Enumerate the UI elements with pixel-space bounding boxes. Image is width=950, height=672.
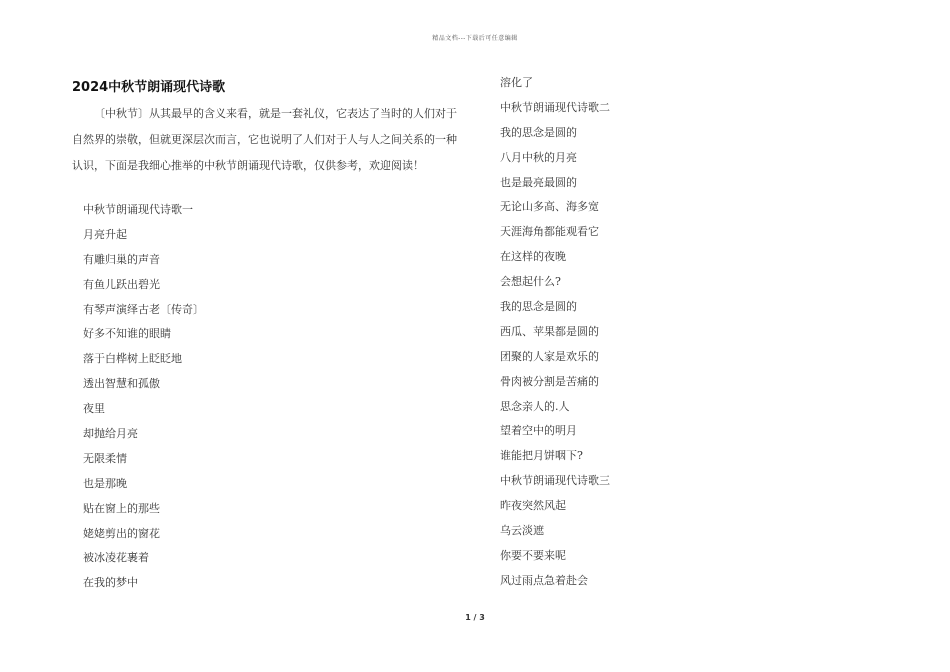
poem-line: 望着空中的明月 [500,424,577,438]
poem-line: 风过雨点急着赴会 [500,573,588,587]
poem-line: 天涯海角都能观看它 [500,225,599,239]
document-title: 2024中秋节朗诵现代诗歌 [72,80,226,95]
intro-text: 〔中秋节〕从其最早的含义来看，就是一套礼仪，它表达了当时的人们对于自然界的崇敬，但就更深层次而言，它也说明了人们对于人与人之间关系的一种认识，下面是我细心推举的中秋节朗诵现代诗歌，仅供参考，欢迎阅读！ [72,107,457,172]
poem-line: 西瓜、苹果都是圆的 [500,324,599,338]
poem-line: 贴在窗上的那些 [83,501,160,515]
poem-line: 在我的梦中 [83,576,138,590]
poem-line: 溶化了 [500,76,533,89]
poem-line: 谁能把月饼咽下? [500,449,583,463]
poem-line: 被冰凌花裹着 [83,551,149,565]
poem-column-right [500,71,610,594]
poem-line: 月亮升起 [83,227,127,241]
page-number: 1 / 3 [465,613,485,622]
poem-line: 中秋节朗诵现代诗歌一 [83,203,193,216]
poem-line: 你要不要来呢 [500,548,566,562]
poem-line: 思念亲人的.人 [500,399,570,413]
poem-line: 中秋节朗诵现代诗歌二 [500,100,610,114]
poem-column-left [83,198,204,596]
poem-line: 乌云淡遮 [500,524,544,538]
poem-line: 在这样的夜晚 [500,250,566,264]
poem-line: 有鱼儿跃出碧光 [83,277,160,291]
poem-line: 我的思念是圆的 [500,125,577,139]
poem-line: 也是最亮最圆的 [500,175,577,189]
poem-line: 姥姥剪出的窗花 [83,526,160,540]
poem-line: 好多不知谁的眼睛 [83,327,171,341]
intro-paragraph [72,101,457,179]
poem-line: 有雕归巢的声音 [83,252,160,266]
poem-line: 无限柔情 [83,451,127,465]
poem-line: 却抛给月亮 [83,427,138,441]
poem-line: 也是那晚 [83,476,127,490]
poem-line: 团聚的人家是欢乐的 [500,349,599,363]
poem-line: 无论山多高、海多宽 [500,200,599,214]
poem-line: 八月中秋的月亮 [500,150,577,164]
poem-line: 落于白桦树上眨眨地 [83,352,182,366]
poem-line: 会想起什么? [500,275,561,289]
poem-line: 有琴声演绎古老〔传奇〕 [83,302,204,316]
poem-line: 骨肉被分割是苦痛的 [500,374,599,388]
poem-line: 中秋节朗诵现代诗歌三 [500,474,610,488]
poem-line: 昨夜突然风起 [500,499,566,513]
poem-line: 我的思念是圆的 [500,300,577,314]
poem-line: 透出智慧和孤傲 [83,377,160,391]
page-header: 精品文档---下载后可任意编辑 [432,35,518,42]
poem-line: 夜里 [83,402,105,416]
